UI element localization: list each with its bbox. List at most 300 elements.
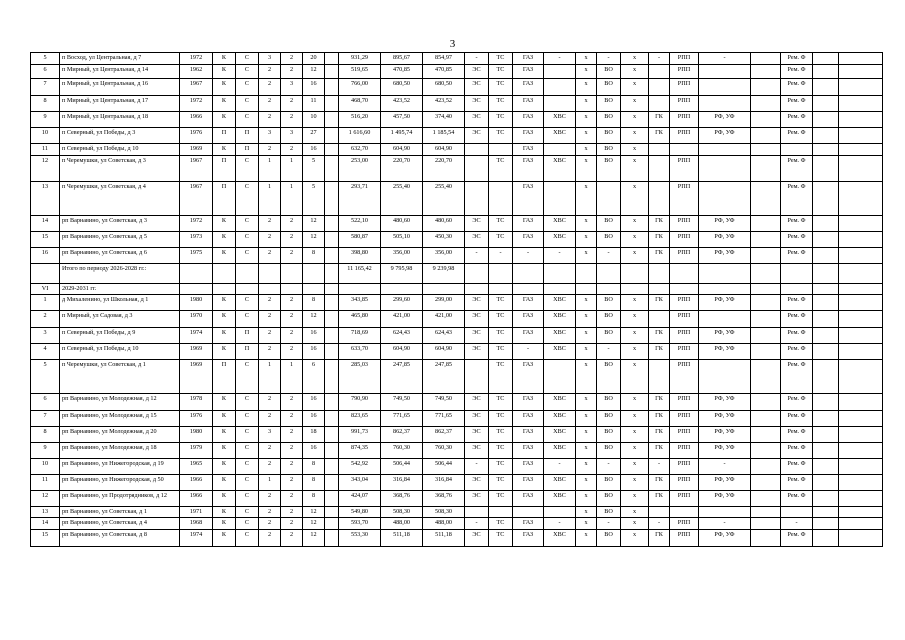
table-cell xyxy=(259,264,281,284)
table-cell: х xyxy=(576,530,597,547)
table-cell xyxy=(751,328,781,344)
table-cell xyxy=(699,264,751,284)
table-cell: ЭС xyxy=(465,96,489,112)
table-cell: ТС xyxy=(489,156,513,182)
table-cell: РПП xyxy=(670,459,699,475)
table-cell: - xyxy=(699,53,751,65)
table-cell: х xyxy=(621,360,649,394)
table-cell: 20 xyxy=(303,53,325,65)
table-cell xyxy=(813,344,839,360)
table-cell: 10 xyxy=(303,112,325,128)
table-row xyxy=(31,182,883,216)
table-cell: Рем. Ф xyxy=(781,311,813,328)
table-cell xyxy=(621,284,649,295)
table-cell xyxy=(544,96,576,112)
table-cell: 423,52 xyxy=(381,96,423,112)
table-row xyxy=(31,53,883,65)
table-cell: ХВС xyxy=(544,427,576,443)
table-cell: - xyxy=(597,459,621,475)
table-cell: С xyxy=(236,216,259,232)
table-cell: Рем. Ф xyxy=(781,360,813,394)
table-cell: х xyxy=(621,475,649,491)
table-cell xyxy=(813,128,839,144)
table-cell: 1966 xyxy=(180,491,213,507)
table-cell: Рем. Ф xyxy=(781,79,813,96)
table-cell: ВО xyxy=(597,295,621,311)
table-cell: рп Варнавино, ул Молодежная, д 20 xyxy=(60,427,180,443)
table-cell: х xyxy=(576,53,597,65)
table-cell: - xyxy=(544,53,576,65)
table-cell: 421,00 xyxy=(423,311,465,328)
table-cell xyxy=(325,295,339,311)
table-cell xyxy=(325,507,339,518)
table-cell: ГАЗ xyxy=(513,79,544,96)
table-cell xyxy=(813,530,839,547)
table-cell: рп Варнавино, ул Советская, д 4 xyxy=(60,518,180,530)
table-cell: 633,70 xyxy=(339,344,381,360)
table-cell: 293,71 xyxy=(339,182,381,216)
table-cell: ЭС xyxy=(465,216,489,232)
table-cell: 604,90 xyxy=(423,144,465,156)
table-cell xyxy=(339,284,381,295)
table-cell: 624,43 xyxy=(381,328,423,344)
table-cell: Рем. Ф xyxy=(781,248,813,264)
table-cell: ТС xyxy=(489,79,513,96)
table-cell: 2 xyxy=(281,443,303,459)
table-cell: 2 xyxy=(281,232,303,248)
table-cell xyxy=(751,112,781,128)
table-cell: Рем. Ф xyxy=(781,156,813,182)
table-cell: 506,44 xyxy=(423,459,465,475)
table-cell: - xyxy=(465,248,489,264)
table-cell xyxy=(813,311,839,328)
table-cell: ВО xyxy=(597,530,621,547)
table-cell xyxy=(325,53,339,65)
table-cell: 2 xyxy=(259,443,281,459)
table-cell: - xyxy=(544,459,576,475)
table-cell: 680,50 xyxy=(381,79,423,96)
table-cell xyxy=(489,264,513,284)
table-cell: - xyxy=(465,459,489,475)
table-cell: ГАЗ xyxy=(513,216,544,232)
table-cell: 27 xyxy=(303,128,325,144)
table-cell: ВО xyxy=(597,79,621,96)
table-cell: ТС xyxy=(489,96,513,112)
table-cell xyxy=(325,96,339,112)
table-cell: 12 xyxy=(303,530,325,547)
table-cell: 247,85 xyxy=(423,360,465,394)
table-cell xyxy=(465,156,489,182)
table-cell: ГАЗ xyxy=(513,232,544,248)
table-cell xyxy=(751,311,781,328)
table-cell: ЭС xyxy=(465,530,489,547)
table-cell: 522,10 xyxy=(339,216,381,232)
table-cell xyxy=(839,128,883,144)
table-cell xyxy=(813,459,839,475)
table-cell xyxy=(751,216,781,232)
table-cell: РПП xyxy=(670,65,699,79)
table-cell: 2 xyxy=(259,65,281,79)
table-cell: рп Варнавино, ул Молодежная, д 12 xyxy=(60,394,180,411)
table-cell: ГАЗ xyxy=(513,328,544,344)
table-cell: рп Варнавино, ул Молодежная, д 15 xyxy=(60,411,180,427)
table-cell: п Мирный, ул Центральная, д 18 xyxy=(60,112,180,128)
table-cell: К xyxy=(213,530,236,547)
table-cell: - xyxy=(465,518,489,530)
table-cell: ГК xyxy=(649,443,670,459)
table-cell: РПП xyxy=(670,156,699,182)
table-cell: 2 xyxy=(259,344,281,360)
table-cell: 1 xyxy=(281,182,303,216)
table-cell: 2 xyxy=(281,216,303,232)
table-cell: 2 xyxy=(281,394,303,411)
table-cell: РПП xyxy=(670,328,699,344)
table-cell: 991,73 xyxy=(339,427,381,443)
table-cell: п Черемушки, ул Советская, д 4 xyxy=(60,182,180,216)
table-cell: 488,00 xyxy=(381,518,423,530)
table-cell: П xyxy=(236,328,259,344)
table-cell: 16 xyxy=(303,328,325,344)
table-cell: РФ, УФ xyxy=(699,443,751,459)
table-cell: 421,00 xyxy=(381,311,423,328)
table-cell: ТС xyxy=(489,427,513,443)
table-cell: 1972 xyxy=(180,53,213,65)
table-cell: 604,90 xyxy=(381,344,423,360)
table-cell xyxy=(281,284,303,295)
table-cell xyxy=(813,144,839,156)
table-cell: 3 xyxy=(281,79,303,96)
table-cell: 316,84 xyxy=(423,475,465,491)
table-cell xyxy=(513,264,544,284)
table-cell xyxy=(751,53,781,65)
table-cell xyxy=(839,144,883,156)
table-cell: ТС xyxy=(489,295,513,311)
table-cell: РФ, УФ xyxy=(699,112,751,128)
table-row xyxy=(31,264,883,284)
table-cell xyxy=(751,459,781,475)
table-cell: РФ, УФ xyxy=(699,530,751,547)
table-cell: 2 xyxy=(259,96,281,112)
table-cell xyxy=(649,284,670,295)
table-cell: ГАЗ xyxy=(513,475,544,491)
table-cell: П xyxy=(236,144,259,156)
table-cell: п Северный, ул Победы, д 3 xyxy=(60,128,180,144)
table-cell: ТС xyxy=(489,443,513,459)
table-cell xyxy=(839,79,883,96)
table-cell: х xyxy=(621,311,649,328)
table-cell: х xyxy=(576,216,597,232)
table-cell: 2 xyxy=(259,216,281,232)
table-cell: ГК xyxy=(649,530,670,547)
table-cell: 511,18 xyxy=(381,530,423,547)
table-cell: Рем. Ф xyxy=(781,128,813,144)
table-cell: 2 xyxy=(259,248,281,264)
table-cell: рп Варнавино, ул Советская, д 1 xyxy=(60,507,180,518)
table-cell: 398,80 xyxy=(339,248,381,264)
table-cell xyxy=(544,144,576,156)
table-cell xyxy=(281,264,303,284)
table-cell xyxy=(839,344,883,360)
table-cell: С xyxy=(236,232,259,248)
table-cell: С xyxy=(236,459,259,475)
table-cell: 771,65 xyxy=(381,411,423,427)
table-cell xyxy=(465,360,489,394)
table-cell: ТС xyxy=(489,459,513,475)
table-cell: С xyxy=(236,156,259,182)
table-cell: ГАЗ xyxy=(513,360,544,394)
table-cell: ТС xyxy=(489,518,513,530)
table-cell xyxy=(751,65,781,79)
table-cell: 14 xyxy=(31,216,60,232)
table-cell xyxy=(325,311,339,328)
table-row xyxy=(31,360,883,394)
table-cell: х xyxy=(621,156,649,182)
table-cell: 356,00 xyxy=(423,248,465,264)
table-cell: С xyxy=(236,475,259,491)
table-cell: ГАЗ xyxy=(513,182,544,216)
table-cell: ТС xyxy=(489,65,513,79)
table-cell: К xyxy=(213,96,236,112)
table-cell: х xyxy=(576,491,597,507)
table-cell: К xyxy=(213,344,236,360)
table-cell: К xyxy=(213,248,236,264)
table-cell xyxy=(236,284,259,295)
table-cell xyxy=(839,443,883,459)
table-cell: 8 xyxy=(303,248,325,264)
table-cell: 2 xyxy=(281,328,303,344)
table-cell: ГК xyxy=(649,427,670,443)
table-cell: 2 xyxy=(281,96,303,112)
table-cell: К xyxy=(213,475,236,491)
table-cell: 2 xyxy=(259,79,281,96)
table-cell xyxy=(489,507,513,518)
table-cell: РПП xyxy=(670,443,699,459)
table-cell: РПП xyxy=(670,518,699,530)
table-cell: ГАЗ xyxy=(513,459,544,475)
table-row xyxy=(31,65,883,79)
table-cell: х xyxy=(621,295,649,311)
table-cell: РПП xyxy=(670,248,699,264)
table-cell: ТС xyxy=(489,530,513,547)
table-cell: 760,30 xyxy=(423,443,465,459)
table-cell: ТС xyxy=(489,475,513,491)
table-cell: х xyxy=(621,182,649,216)
table-cell xyxy=(751,264,781,284)
table-cell: 10 xyxy=(31,128,60,144)
table-row xyxy=(31,144,883,156)
table-cell: РФ, УФ xyxy=(699,232,751,248)
table-cell: х xyxy=(621,427,649,443)
table-cell: 3 xyxy=(281,128,303,144)
table-cell: 18 xyxy=(303,427,325,443)
table-cell: х xyxy=(576,79,597,96)
table-cell xyxy=(839,507,883,518)
table-cell: 2 xyxy=(259,328,281,344)
housing-register-table xyxy=(30,52,883,547)
table-cell xyxy=(31,264,60,284)
table-cell: 6 xyxy=(303,360,325,394)
table-cell: ВО xyxy=(597,156,621,182)
table-cell: 423,52 xyxy=(423,96,465,112)
table-cell: ХВС xyxy=(544,295,576,311)
table-cell xyxy=(381,284,423,295)
table-cell xyxy=(813,112,839,128)
table-cell: х xyxy=(576,144,597,156)
table-cell xyxy=(465,264,489,284)
table-cell: ВО xyxy=(597,232,621,248)
table-cell xyxy=(699,360,751,394)
table-cell xyxy=(544,284,576,295)
table-cell xyxy=(576,264,597,284)
table-cell: х xyxy=(621,518,649,530)
table-cell xyxy=(544,264,576,284)
table-cell xyxy=(303,264,325,284)
table-cell: 299,00 xyxy=(423,295,465,311)
table-cell: ВО xyxy=(597,507,621,518)
table-cell: х xyxy=(576,156,597,182)
table-cell: 749,50 xyxy=(423,394,465,411)
table-cell xyxy=(839,311,883,328)
table-cell xyxy=(325,394,339,411)
table-cell: 343,04 xyxy=(339,475,381,491)
table-row xyxy=(31,443,883,459)
table-cell: ТС xyxy=(489,232,513,248)
table-cell: х xyxy=(621,491,649,507)
table-cell: Рем. Ф xyxy=(781,394,813,411)
table-cell xyxy=(813,96,839,112)
table-cell xyxy=(839,96,883,112)
table-cell: С xyxy=(236,507,259,518)
table-cell xyxy=(839,518,883,530)
table-cell xyxy=(751,284,781,295)
table-cell: х xyxy=(576,411,597,427)
table-cell: 424,07 xyxy=(339,491,381,507)
table-cell: П xyxy=(213,360,236,394)
table-cell: х xyxy=(576,65,597,79)
table-cell xyxy=(813,507,839,518)
table-cell: ТС xyxy=(489,491,513,507)
table-cell: С xyxy=(236,96,259,112)
table-cell: П xyxy=(213,128,236,144)
table-cell: 5 xyxy=(31,53,60,65)
table-cell xyxy=(813,518,839,530)
table-cell: ГАЗ xyxy=(513,411,544,427)
table-cell: х xyxy=(576,248,597,264)
table-cell: 580,87 xyxy=(339,232,381,248)
table-cell: 3 xyxy=(259,128,281,144)
table-cell: К xyxy=(213,507,236,518)
table-cell: - xyxy=(699,518,751,530)
table-cell: Рем. Ф xyxy=(781,459,813,475)
table-row xyxy=(31,232,883,248)
table-cell xyxy=(544,360,576,394)
table-cell: рп Варнавино, ул Продотрядников, д 12 xyxy=(60,491,180,507)
table-cell: 2 xyxy=(259,518,281,530)
table-cell xyxy=(303,284,325,295)
page-number: 3 xyxy=(449,38,456,50)
table-cell: ГАЗ xyxy=(513,65,544,79)
table-cell: Рем. Ф xyxy=(781,328,813,344)
table-cell: ТС xyxy=(489,53,513,65)
table-cell: - xyxy=(544,518,576,530)
table-cell xyxy=(781,264,813,284)
table-cell: ГК xyxy=(649,128,670,144)
table-cell: ВО xyxy=(597,394,621,411)
table-cell: 2 xyxy=(259,411,281,427)
table-cell: К xyxy=(213,79,236,96)
table-cell: 457,50 xyxy=(381,112,423,128)
table-cell xyxy=(699,311,751,328)
table-cell: 6 xyxy=(31,65,60,79)
table-cell: ГАЗ xyxy=(513,112,544,128)
table-cell: 766,00 xyxy=(339,79,381,96)
table-cell: РПП xyxy=(670,53,699,65)
table-cell xyxy=(649,182,670,216)
table-cell: К xyxy=(213,443,236,459)
table-cell xyxy=(751,518,781,530)
table-cell: 516,20 xyxy=(339,112,381,128)
table-cell: РПП xyxy=(670,360,699,394)
table-cell: 1966 xyxy=(180,112,213,128)
table-cell: ВО xyxy=(597,443,621,459)
table-cell: 8 xyxy=(303,295,325,311)
table-cell xyxy=(236,264,259,284)
table-cell: х xyxy=(576,360,597,394)
table-cell xyxy=(649,144,670,156)
table-cell xyxy=(699,507,751,518)
table-cell: п Мирный, ул Центральная, д 14 xyxy=(60,65,180,79)
table-cell xyxy=(649,156,670,182)
table-cell: С xyxy=(236,491,259,507)
table-cell: 854,97 xyxy=(423,53,465,65)
table-cell xyxy=(751,443,781,459)
table-cell xyxy=(813,360,839,394)
table-row xyxy=(31,311,883,328)
table-cell: ГАЗ xyxy=(513,53,544,65)
table-cell: 1 xyxy=(259,360,281,394)
table-cell: 862,37 xyxy=(423,427,465,443)
table-cell xyxy=(813,295,839,311)
table-cell: п Мирный, ул Центральная, д 16 xyxy=(60,79,180,96)
table-cell: х xyxy=(576,518,597,530)
table-cell: ГАЗ xyxy=(513,443,544,459)
table-cell: С xyxy=(236,411,259,427)
table-cell: РПП xyxy=(670,427,699,443)
table-cell: 2 xyxy=(31,311,60,328)
table-cell: 10 xyxy=(31,459,60,475)
table-cell: х xyxy=(576,459,597,475)
table-cell xyxy=(649,264,670,284)
table-cell: 624,43 xyxy=(423,328,465,344)
table-cell: Рем. Ф xyxy=(781,216,813,232)
table-cell: К xyxy=(213,216,236,232)
table-cell: С xyxy=(236,394,259,411)
table-cell: К xyxy=(213,411,236,427)
table-cell: РФ, УФ xyxy=(699,128,751,144)
table-cell: 13 xyxy=(31,507,60,518)
table-cell: 2 xyxy=(281,144,303,156)
table-cell xyxy=(513,284,544,295)
table-cell: п Северный, ул Победы, д 10 xyxy=(60,344,180,360)
table-cell xyxy=(325,427,339,443)
table-cell: 506,44 xyxy=(381,459,423,475)
table-cell: 1969 xyxy=(180,344,213,360)
table-cell: 2 xyxy=(259,311,281,328)
table-cell xyxy=(751,128,781,144)
table-cell: Рем. Ф xyxy=(781,427,813,443)
table-cell: 2 xyxy=(259,459,281,475)
table-cell: 8 xyxy=(303,491,325,507)
